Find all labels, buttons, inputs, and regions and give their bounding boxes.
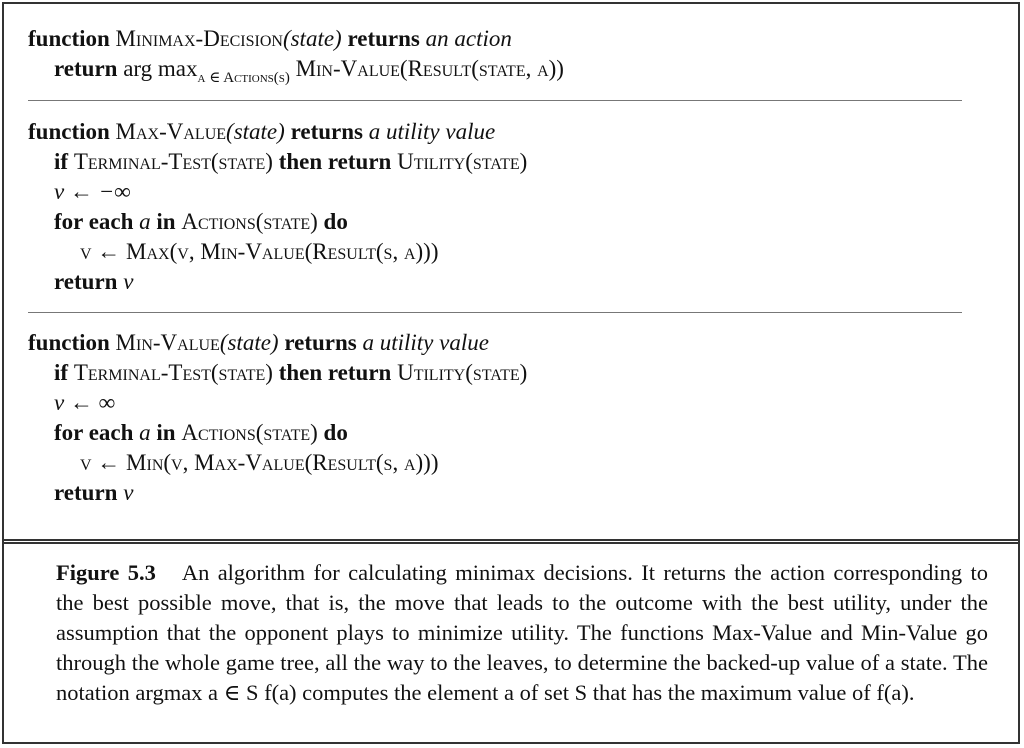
keyword-in: in (156, 420, 176, 445)
keyword-for-each: for each (54, 209, 134, 234)
keyword-return: return (54, 480, 118, 505)
keyword-do: do (323, 209, 348, 234)
keyword-for-each: for each (54, 420, 134, 445)
min-line-4 (28, 418, 527, 448)
function-name: Minimax-Decision (115, 26, 283, 51)
keyword-function: function (28, 119, 110, 144)
min-line-5: v ← Min(v, Max-Value(Result(s, a))) (80, 450, 439, 475)
keyword-if: if (54, 360, 69, 385)
figure-label: Figure 5.3 (56, 560, 156, 585)
keyword-returns: returns (290, 119, 363, 144)
min-line-2 (28, 358, 527, 388)
keyword-return: return (54, 56, 118, 81)
keyword-function: function (28, 330, 110, 355)
max-line-1 (28, 117, 527, 147)
keyword-then-return: then return (278, 149, 392, 174)
function-arg: (state) (219, 330, 279, 355)
keyword-in: in (156, 209, 176, 234)
max-line-6 (28, 267, 527, 297)
min-line-6 (28, 478, 527, 508)
return-type: an action (425, 26, 512, 51)
utility-call: Utility(state) (397, 149, 528, 174)
min-value-block (28, 328, 527, 508)
argmax-expr: arg max (123, 56, 198, 81)
caption-text: An algorithm for calculating minimax decisions. It returns the action corresponding to the best possible move, that is, the move that leads to the outcome with the best utility, under the assumption that the opponent plays to minimize utility. The functions Max-Value and Min-Value go through the whole game tree, all the way to the leaves, to determine the backed-up value of a state. The notation argmax a ∈ S f(a) computes the element a of set S that has the maximum value of f(a). (56, 560, 989, 705)
terminal-test: Terminal-Test(state) (73, 149, 273, 174)
return-var: v (123, 269, 134, 294)
keyword-returns: returns (347, 26, 420, 51)
function-arg: (state) (282, 26, 342, 51)
utility-call: Utility(state) (397, 360, 528, 385)
return-type: a utility value (368, 119, 496, 144)
function-arg: (state) (226, 119, 285, 144)
max-line-2 (28, 147, 527, 177)
keyword-then-return: then return (278, 360, 392, 385)
return-var: v (123, 480, 134, 505)
argmax-subscript: a ∈ Actions(s) (197, 70, 290, 86)
keyword-return: return (54, 269, 118, 294)
terminal-test: Terminal-Test(state) (73, 360, 273, 385)
decision-line-2 (28, 54, 564, 84)
max-line-5: v ← Max(v, Min-Value(Result(s, a))) (80, 239, 439, 264)
figure-caption (56, 558, 988, 708)
loop-var: a (139, 209, 151, 234)
actions-call: Actions(state) (181, 209, 318, 234)
minimax-decision-block (28, 24, 564, 84)
caption-separator (4, 539, 1018, 544)
keyword-if: if (54, 149, 69, 174)
return-type: a utility value (362, 330, 489, 355)
keyword-do: do (323, 420, 348, 445)
keyword-returns: returns (284, 330, 357, 355)
loop-var: a (139, 420, 151, 445)
max-line-4 (28, 207, 527, 237)
actions-call: Actions(state) (181, 420, 318, 445)
function-name: Min-Value (115, 330, 220, 355)
figure-frame (2, 2, 1020, 744)
decision-line-1 (28, 24, 564, 54)
max-value-block (28, 117, 527, 297)
min-value-call: Min-Value(Result(state, a)) (295, 56, 564, 81)
function-name: Max-Value (115, 119, 227, 144)
divider-1 (28, 100, 962, 101)
min-line-1 (28, 328, 527, 358)
keyword-function: function (28, 26, 110, 51)
max-line-3: v ← −∞ (54, 179, 131, 204)
min-line-3: v ← ∞ (54, 390, 116, 415)
divider-2 (28, 312, 962, 313)
